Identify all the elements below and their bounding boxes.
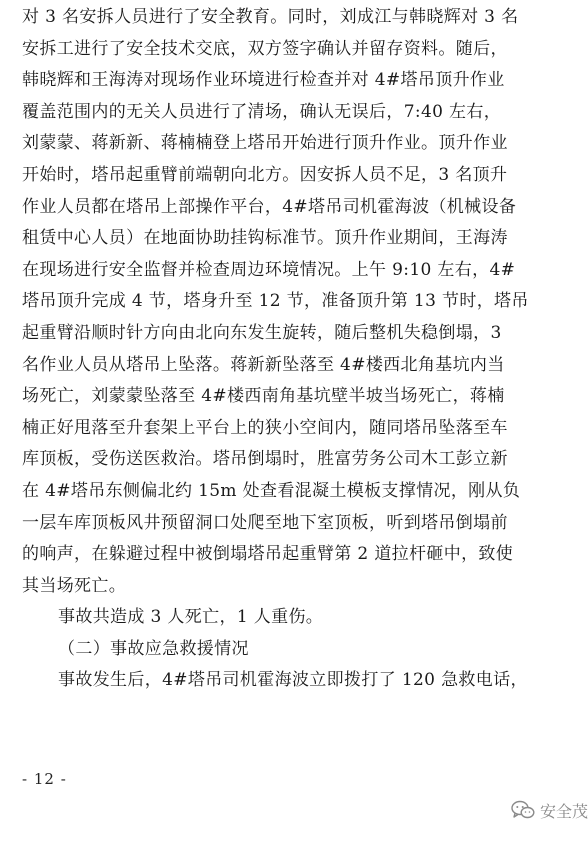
page-number: - 12 - [22,770,67,788]
wechat-icon [511,800,535,820]
text-line: 名作业人员从塔吊上坠落。蒋新新坠落至 4#楼西北角基坑内当 [22,354,505,375]
section-heading: （二）事故应急救援情况 [58,638,249,659]
text-line: 作业人员都在塔吊上部操作平台，4#塔吊司机霍海波（机械设备 [22,196,517,217]
summary-paragraph: 事故共造成 3 人死亡，1 人重伤。 [58,607,324,628]
text-line: 的响声，在躲避过程中被倒塌塔吊起重臂第 2 道拉杆砸中，致使 [22,544,514,565]
text-line: 塔吊顶升完成 4 节，塔身升至 12 节，准备顶升第 13 节时，塔吊 [22,291,529,312]
watermark [511,796,588,824]
watermark-text: 安全茂 [539,801,588,821]
text-line: 刘蒙蒙、蒋新新、蒋楠楠登上塔吊开始进行顶升作业。顶升作业 [22,133,508,154]
text-line: 韩晓辉和王海涛对现场作业环境进行检查并对 4#塔吊顶升作业 [22,70,505,91]
text-line: 租赁中心人员）在地面协助挂钩标准节。顶升作业期间，王海涛 [22,228,508,249]
text-line: 在现场进行安全监督并检查周边环境情况。上午 9:10 左右，4# [22,259,516,280]
text-line: 开始时，塔吊起重臂前端朝向北方。因安拆人员不足，3 名顶升 [22,164,508,185]
text-line: 楠正好甩落至升套架上平台上的狭小空间内，随同塔吊坠落至车 [22,417,508,438]
text-line: 事故发生后，4#塔吊司机霍海波立即拨打了 120 急救电话， [58,670,528,691]
text-line: 覆盖范围内的无关人员进行了清场，确认无误后，7:40 左右， [22,101,502,122]
text-line: 库顶板，受伤送医救治。塔吊倒塌时，胜富劳务公司木工彭立新 [22,449,508,470]
text-line: 安拆工进行了安全技术交底，双方签字确认并留存资料。随后， [22,38,508,59]
text-line: 其当场死亡。 [22,575,127,596]
document-body [22,2,582,697]
text-line: 在 4#塔吊东侧偏北约 15m 处查看混凝土模板支撑情况，刚从负 [22,480,521,501]
text-line: 起重臂沿顺时针方向由北向东发生旋转，随后整机失稳倒塌，3 [22,322,502,343]
text-line: 一层车库顶板风井预留洞口处爬至地下室顶板，听到塔吊倒塌前 [22,512,508,533]
text-line: 场死亡，刘蒙蒙坠落至 4#楼西南角基坑壁半坡当场死亡，蒋楠 [22,386,505,407]
text-line: 对 3 名安拆人员进行了安全教育。同时，刘成江与韩晓辉对 3 名 [22,7,519,27]
